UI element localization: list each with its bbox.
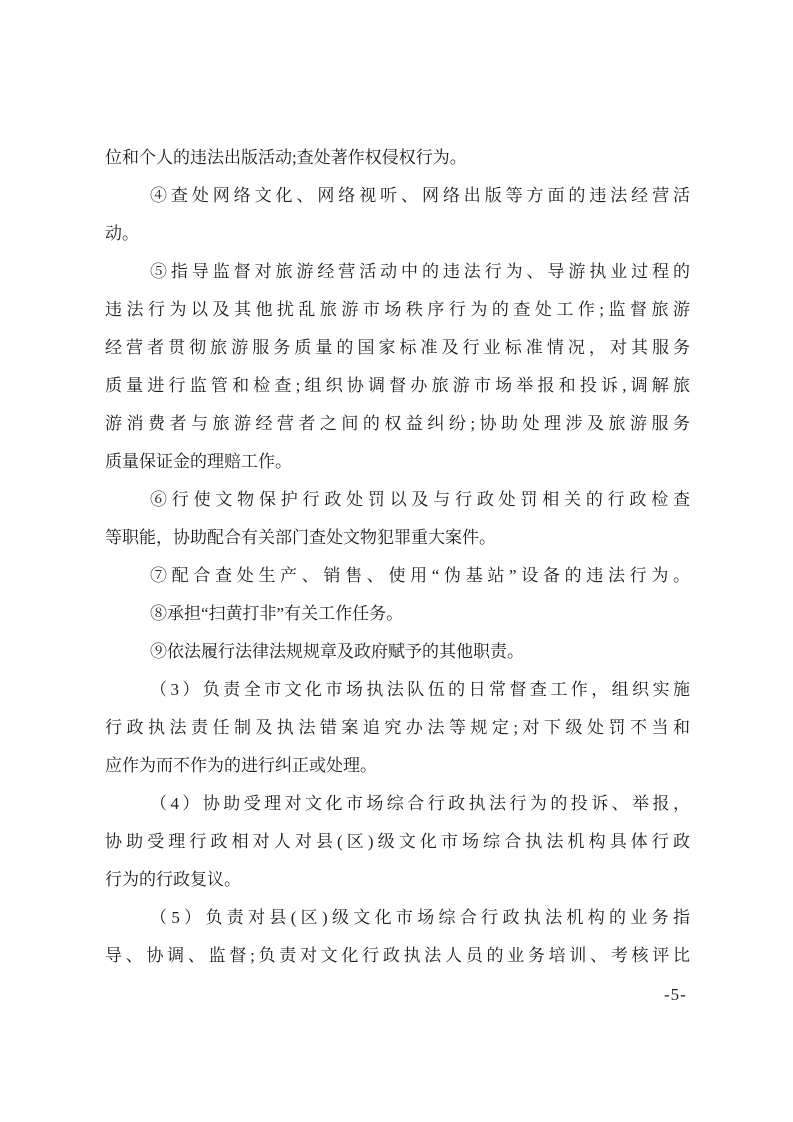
- page-number: -5-: [664, 985, 687, 1004]
- text-line: 位和个人的违法出版活动;查处著作权侵权行为。: [105, 148, 467, 167]
- text-line: 行政执法责任制及执法错案追究办法等规定;对下级处罚不当和: [105, 718, 690, 737]
- document-body: [105, 139, 690, 975]
- text-line: 行为的行政复议。: [105, 870, 241, 889]
- text-line: ⑧承担“扫黄打非”有关工作任务。: [150, 604, 404, 623]
- text-line: ⑦配合查处生产、销售、使用“伪基站”设备的违法行为。: [150, 566, 690, 585]
- text-line: 经营者贯彻旅游服务质量的国家标准及行业标准情况，对其服务: [105, 338, 690, 357]
- text-line: 游消费者与旅游经营者之间的权益纠纷;协助处理涉及旅游服务: [105, 414, 690, 433]
- text-line: 动。: [105, 224, 139, 243]
- text-line: 导、协调、监督;负责对文化行政执法人员的业务培训、考核评比: [105, 946, 690, 965]
- text-line: 应作为而不作为的进行纠正或处理。: [105, 756, 377, 775]
- text-line: ④查处网络文化、网络视听、网络出版等方面的违法经营活: [150, 186, 690, 205]
- text-line: （4）协助受理对文化市场综合行政执法行为的投诉、举报，: [150, 794, 690, 813]
- text-line: ⑨依法履行法律法规规章及政府赋予的其他职责。: [150, 642, 524, 661]
- text-line: ⑥行使文物保护行政处罚以及与行政处罚相关的行政检查: [150, 490, 690, 509]
- text-line: 等职能，协助配合有关部门查处文物犯罪重大案件。: [105, 528, 496, 547]
- text-line: 协助受理行政相对人对县(区)级文化市场综合执法机构具体行政: [105, 832, 690, 851]
- text-line: ⑤指导监督对旅游经营活动中的违法行为、导游执业过程的: [150, 262, 690, 281]
- text-line: 违法行为以及其他扰乱旅游市场秩序行为的查处工作;监督旅游: [105, 300, 690, 319]
- text-line: （5）负责对县(区)级文化市场综合行政执法机构的业务指: [150, 908, 690, 927]
- text-line: 质量保证金的理赔工作。: [105, 452, 292, 471]
- text-line: （3）负责全市文化市场执法队伍的日常督查工作，组织实施: [150, 680, 690, 699]
- text-line: 质量进行监管和检查;组织协调督办旅游市场举报和投诉,调解旅: [105, 376, 690, 395]
